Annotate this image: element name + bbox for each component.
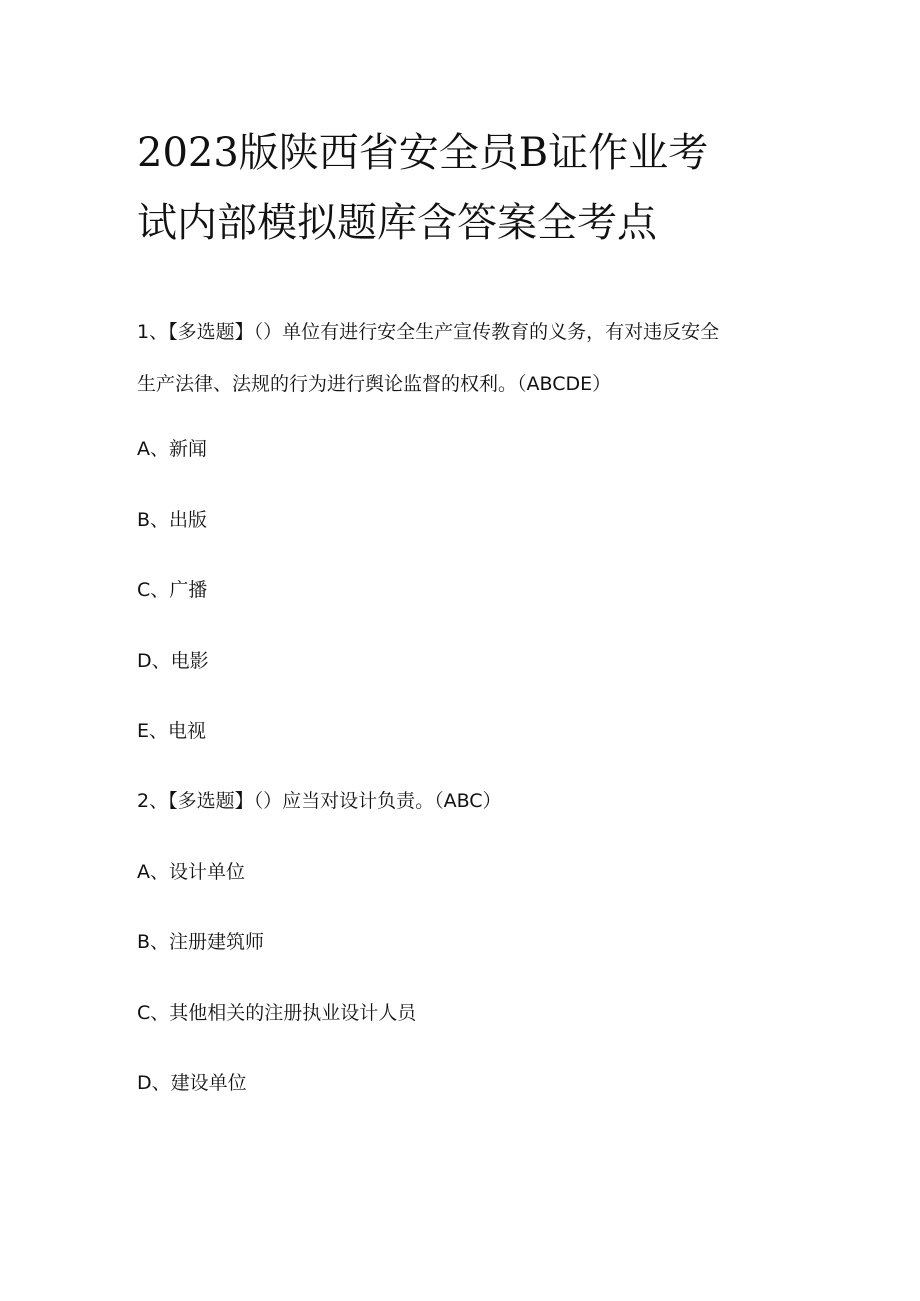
- question-1-stem: [137, 317, 797, 421]
- title-line-2: 试内部模拟题库含答案全考点: [137, 200, 657, 246]
- question-2-stem-line-1: 2、【多选题】（）应当对设计负责。（ABC）: [137, 790, 502, 812]
- document-title: [137, 118, 797, 258]
- question-1-option-d: D、电影: [137, 650, 209, 672]
- question-2-option-d: D、建设单位: [137, 1072, 247, 1094]
- question-1-stem-line-2: 生产法律、法规的行为进行舆论监督的权利。（ABCDE）: [137, 373, 612, 395]
- question-1-option-b: B、出版: [137, 509, 208, 531]
- question-2-option-a: A、设计单位: [137, 861, 245, 883]
- question-1-option-a: A、新闻: [137, 438, 207, 460]
- question-2-stem: [137, 786, 797, 838]
- question-2-option-b: B、注册建筑师: [137, 931, 265, 953]
- question-2-option-c: C、其他相关的注册执业设计人员: [137, 1002, 417, 1024]
- title-line-1: 2023版陕西省安全员B证作业考: [137, 130, 709, 176]
- question-1-option-c: C、广播: [137, 579, 208, 601]
- question-1-stem-line-1: 1、【多选题】（）单位有进行安全生产宣传教育的义务，有对违反安全: [137, 321, 720, 343]
- question-1-option-e: E、电视: [137, 720, 207, 742]
